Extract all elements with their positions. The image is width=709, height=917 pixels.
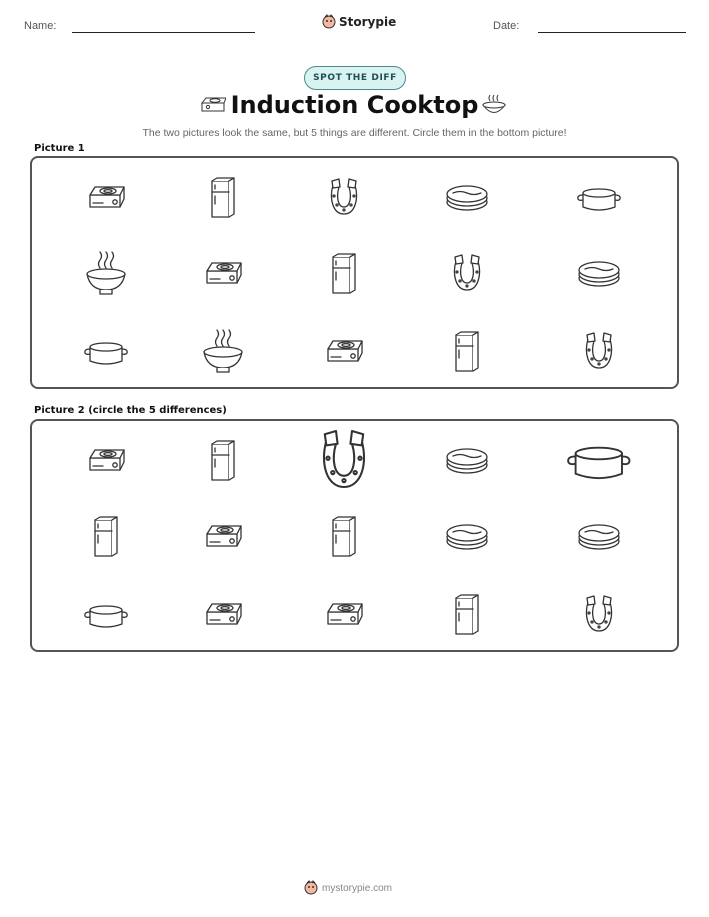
footer bbox=[304, 880, 392, 896]
pancake-icon bbox=[445, 447, 489, 475]
page-title: Induction Cooktop bbox=[230, 91, 479, 119]
pancake-icon bbox=[445, 523, 489, 551]
date-field[interactable] bbox=[538, 32, 686, 33]
fridge-icon bbox=[453, 331, 481, 373]
horseshoe-icon bbox=[329, 179, 359, 217]
pot-icon bbox=[564, 439, 634, 483]
soup-bowl-icon bbox=[480, 92, 508, 123]
fridge-icon bbox=[330, 516, 358, 558]
soup-bowl-icon bbox=[201, 330, 245, 374]
pancake-icon bbox=[577, 260, 621, 288]
cooktop-icon bbox=[205, 601, 241, 629]
picture2-panel[interactable] bbox=[30, 419, 679, 652]
cooktop-icon bbox=[205, 523, 241, 551]
soup-bowl-icon bbox=[84, 252, 128, 296]
mascot-icon bbox=[322, 14, 336, 30]
pancake-icon bbox=[445, 184, 489, 212]
pot-icon bbox=[82, 600, 130, 630]
date-label: Date: bbox=[493, 20, 520, 32]
picture1-label: Picture 1 bbox=[34, 143, 85, 154]
instructions: The two pictures look the same, but 5 things are different. Circle them in the bottom picture! bbox=[142, 127, 567, 139]
spot-the-diff-badge: SPOT THE DIFF bbox=[304, 66, 406, 90]
cooktop-icon bbox=[205, 260, 241, 288]
fridge-icon bbox=[453, 594, 481, 636]
fridge-icon bbox=[209, 440, 237, 482]
cooktop-icon bbox=[326, 601, 362, 629]
picture2-label: Picture 2 (circle the 5 differences) bbox=[34, 405, 227, 416]
name-label: Name: bbox=[24, 20, 57, 32]
cooktop-icon bbox=[88, 447, 124, 475]
footer-url: mystorypie.com bbox=[322, 882, 393, 894]
pancake-icon bbox=[577, 523, 621, 551]
fridge-icon bbox=[209, 177, 237, 219]
brand-logo bbox=[322, 14, 396, 30]
cooktop-icon bbox=[326, 338, 362, 366]
horseshoe-icon bbox=[584, 596, 614, 634]
pot-icon bbox=[82, 337, 130, 367]
picture1-panel bbox=[30, 156, 679, 389]
fridge-icon bbox=[330, 253, 358, 295]
cooktop-icon bbox=[88, 184, 124, 212]
horseshoe-icon bbox=[320, 431, 368, 492]
horseshoe-icon bbox=[584, 333, 614, 371]
pot-icon bbox=[575, 183, 623, 213]
fridge-icon bbox=[92, 516, 120, 558]
name-field[interactable] bbox=[72, 32, 255, 33]
horseshoe-icon bbox=[452, 255, 482, 293]
brand-name: Storypie bbox=[339, 15, 397, 29]
mascot-icon bbox=[304, 880, 318, 896]
